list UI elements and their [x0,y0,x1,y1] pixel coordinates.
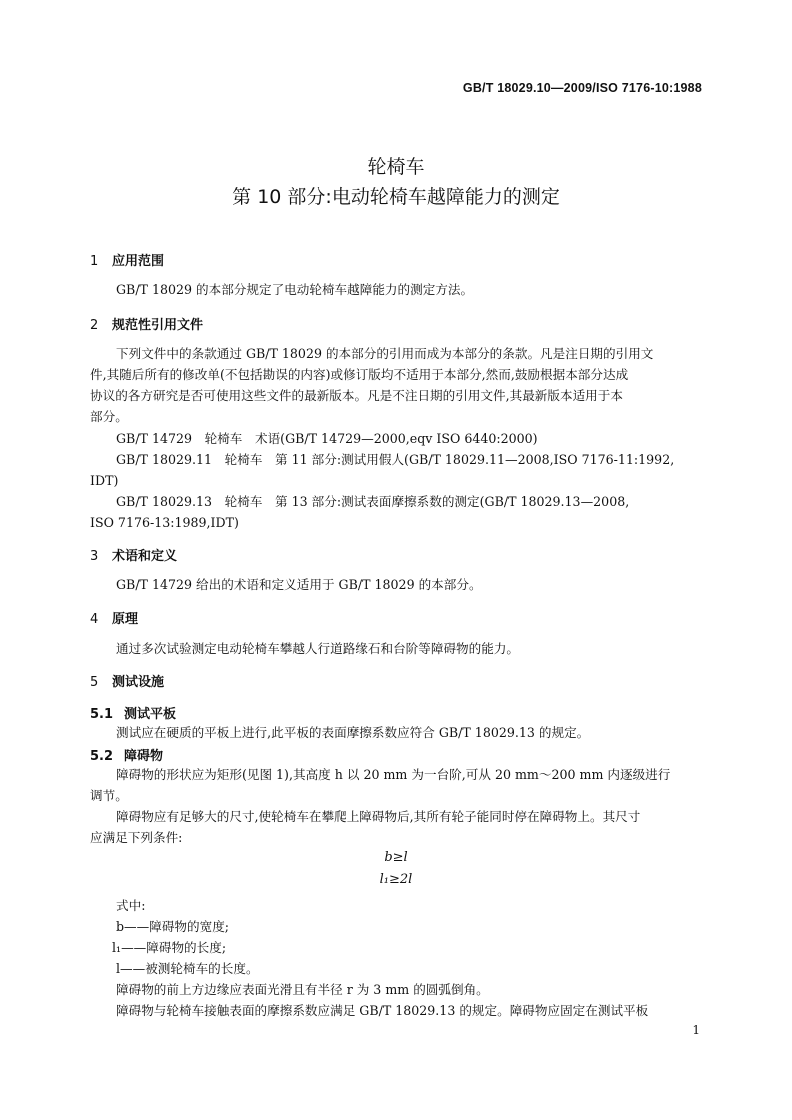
subsection-number: 5.1 [90,707,114,722]
reference-item-cont: ISO 7176-13:1989,IDT) [90,515,239,530]
subsection-5-1-heading [90,703,176,722]
paragraph-line: 应满足下列条件: [90,830,183,845]
section-number: 3 [90,549,99,564]
section-title: 应用范围 [112,254,165,269]
section-1-heading [90,250,164,269]
section-title: 规范性引用文件 [112,318,204,333]
section-number: 5 [90,675,99,690]
subsection-title: 测试平板 [124,707,177,722]
paragraph: 通过多次试验测定电动轮椅车攀越人行道路缘石和台阶等障碍物的能力。 [116,641,519,656]
reference-item-cont: IDT) [90,473,119,488]
paragraph-line: 障碍物应有足够大的尺寸,使轮椅车在攀爬上障碍物后,其所有轮子能同时停在障碍物上。其尺寸 [116,809,641,824]
section-title: 测试设施 [112,675,165,690]
paragraph-line: 协议的各方研究是否可使用这些文件的最新版本。凡是不注日期的引用文件,其最新版本适用于本 [90,388,623,403]
standard-number: GB/T 18029.10—2009/ISO 7176-10:1988 [462,81,702,95]
paragraph-line: 件,其随后所有的修改单(不包括勘误的内容)或修订版均不适用于本部分,然而,鼓励根据本部分达成 [90,367,629,382]
formula: l₁≥2l [379,872,413,887]
paragraph-line: 障碍物与轮椅车接触表面的摩擦系数应满足 GB/T 18029.13 的规定。障碍物应固定在测试平板 [116,1003,649,1018]
document-title: 轮椅车 [367,156,425,178]
page-number: 1 [692,1023,700,1037]
reference-item: GB/T 18029.11 轮椅车 第 11 部分:测试用假人(GB/T 18029.11—2008,ISO 7176-11:1992, [116,452,675,467]
paragraph-line: 调节。 [90,788,128,803]
document-subtitle: 第 10 部分:电动轮椅车越障能力的测定 [232,186,560,208]
section-2-heading [90,314,203,333]
where-label: 式中: [116,898,146,913]
section-number: 4 [90,612,99,627]
paragraph-line: 部分。 [90,409,128,424]
definition-item: b——障碍物的宽度; [116,919,230,934]
subsection-title: 障碍物 [124,749,164,764]
paragraph: 测试应在硬质的平板上进行,此平板的表面摩擦系数应符合 GB/T 18029.13 的规定。 [116,725,590,740]
paragraph: GB/T 14729 给出的术语和定义适用于 GB/T 18029 的本部分。 [116,577,482,592]
section-title: 术语和定义 [112,549,178,564]
paragraph: GB/T 18029 的本部分规定了电动轮椅车越障能力的测定方法。 [116,282,474,297]
section-number: 2 [90,318,99,333]
reference-item: GB/T 14729 轮椅车 术语(GB/T 14729—2000,eqv ISO 6440:2000) [116,431,538,446]
definition-item: l——被测轮椅车的长度。 [116,961,259,976]
section-number: 1 [90,254,99,269]
paragraph: 障碍物的前上方边缘应表面光滑且有半径 r 为 3 mm 的圆弧倒角。 [116,982,489,997]
section-title: 原理 [112,612,139,627]
definition-item: l₁——障碍物的长度; [112,940,227,955]
subsection-5-2-heading [90,745,163,764]
paragraph-line: 下列文件中的条款通过 GB/T 18029 的本部分的引用而成为本部分的条款。凡是注日期的引用文 [116,346,654,361]
section-3-heading [90,545,177,564]
section-5-heading [90,671,164,690]
subsection-number: 5.2 [90,749,114,764]
paragraph-line: 障碍物的形状应为矩形(见图 1),其高度 h 以 20 mm 为一台阶,可从 20 mm～200 mm 内逐级进行 [116,767,671,782]
reference-item: GB/T 18029.13 轮椅车 第 13 部分:测试表面摩擦系数的测定(GB/T 18029.13—2008, [116,494,630,509]
section-4-heading [90,608,138,627]
formula: b≥l [384,850,408,865]
